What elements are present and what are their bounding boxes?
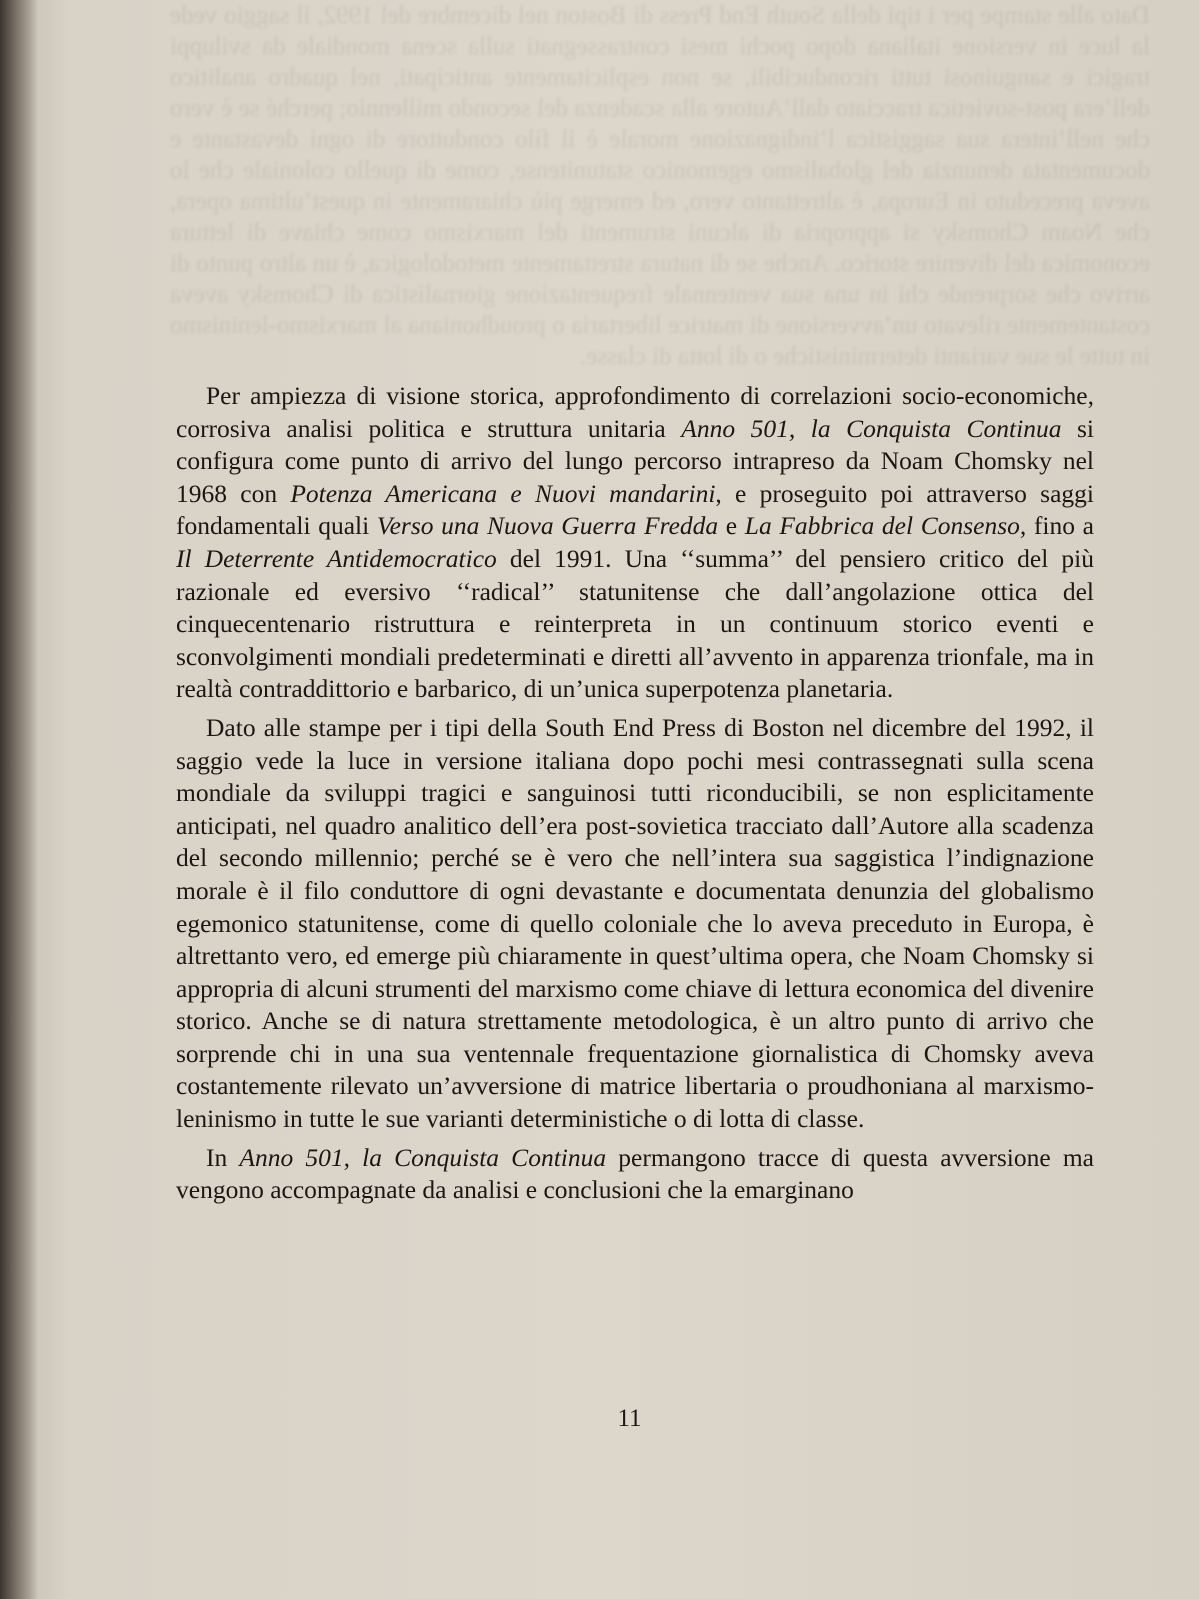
text-run: e [718,511,745,541]
paragraph [176,712,1094,1136]
italic-title: La Fabbrica del Consenso, [744,511,1027,541]
text-run: permangono tracce di questa avversione ma vengono accompagnate da analisi e conclusioni che la emarginano [176,1142,1094,1205]
paragraph [176,1142,1094,1207]
text-run: , e proseguito poi attraverso saggi fondamentali quali [176,478,1094,541]
show-through-text: Dato alle stampe per i tipi della South End Press di Boston nel dicembre del 1992, il saggio vede la luce in versione italiana dopo pochi mesi contrassegnati sulla scena mondiale da sviluppi tragici e sanguinosi tutti riconducibili, se non esplicitamente anticipati, nel quadro analitico dell’era post-sovietica tracciato dall’Autore alla scadenza del secondo millennio; perché se è vero che nell’intera sua saggistica l’indignazione morale è il filo conduttore di ogni devastante e documentata denunzia del globalismo egemonico statunitense, come di quello coloniale che lo aveva preceduto in Europa, è altrettanto vero, ed emerge più chiaramente in quest’ultima opera, che Noam Chomsky si appropria di alcuni strumenti del marxismo come chiave di lettura economica del divenire storico. Anche se di natura strettamente metodologica, è un altro punto di arrivo che sorprende chi in una sua ventennale frequentazione giornalistica di Chomsky aveva costantemente rilevato un’avversione di matrice libertaria o proudhoniana al marxismo-leninismo in tutte le sue varianti deterministiche o di lotta di classe. [170,2,1150,370]
page-number: 11 [617,1405,642,1432]
text-run: In [206,1142,240,1172]
text-run: Dato alle stampe per i tipi della South End Press di Boston nel dicembre del 1992, il saggio vede la luce in versione italiana dopo pochi mesi contrassegnati sulla scena mondiale da sviluppi tragici e sanguinosi tutti riconducibili, se non esplicitamente anticipati, nel quadro analitico dell’era post-sovietica tracciato dall’Autore alla scadenza del secondo millennio; perché se è vero che nell’intera sua saggistica l’indignazione morale è il filo conduttore di ogni devastante e documentata denunzia del globalismo egemonico statunitense, come di quello coloniale che lo aveva preceduto in Europa, è altrettanto vero, ed emerge più chiaramente in quest’ultima opera, che Noam Chomsky si appropria di alcuni strumenti del marxismo come chiave di lettura economica del divenire storico. Anche se di natura strettamente metodologica, è un altro punto di arrivo che sorprende chi in una sua ventennale frequentazione giornalistica di Chomsky aveva costantemente rilevato un’avversione di matrice libertaria o proudhoniana al marxismo-leninismo in tutte le sue varianti deterministiche o di lotta di classe. [176,712,1094,1134]
italic-title: Anno 501, la Conquista Continua [239,1142,607,1172]
text-run: del 1991. Una ‘‘summa’’ del pensiero critico del più razionale ed eversivo ‘‘radical’’ statunitense che dall’angolazione ottica del cinquecentenario ristruttura e reinterpreta in un continuum storico eventi e sconvolgimenti mondiali predeterminati e diretti all’avvento in apparenza trionfale, ma in realtà contraddittorio e barbarico, di un’unica superpotenza planetaria. [176,543,1094,704]
italic-title: Verso una Nuova Guerra Fredda [376,511,719,541]
italic-title: Anno 501, la Conquista Continua [681,413,1062,443]
body-text [176,380,1094,1213]
paragraph [176,380,1094,706]
text-run: fino a [1026,511,1094,541]
book-spine-shadow [0,0,38,1599]
italic-title: Il Deterrente Antidemocratico [176,543,497,573]
text-run: Per ampiezza di visione storica, approfondimento di correlazioni socio-economiche, corrosiva analisi politica e struttura unitaria [176,381,1094,443]
text-run: si configura come punto di arrivo del lungo percorso intrapreso da Noam Chomsky nel 1968 con [176,413,1094,508]
italic-title: Potenza Americana e Nuovi mandarini [290,478,716,508]
